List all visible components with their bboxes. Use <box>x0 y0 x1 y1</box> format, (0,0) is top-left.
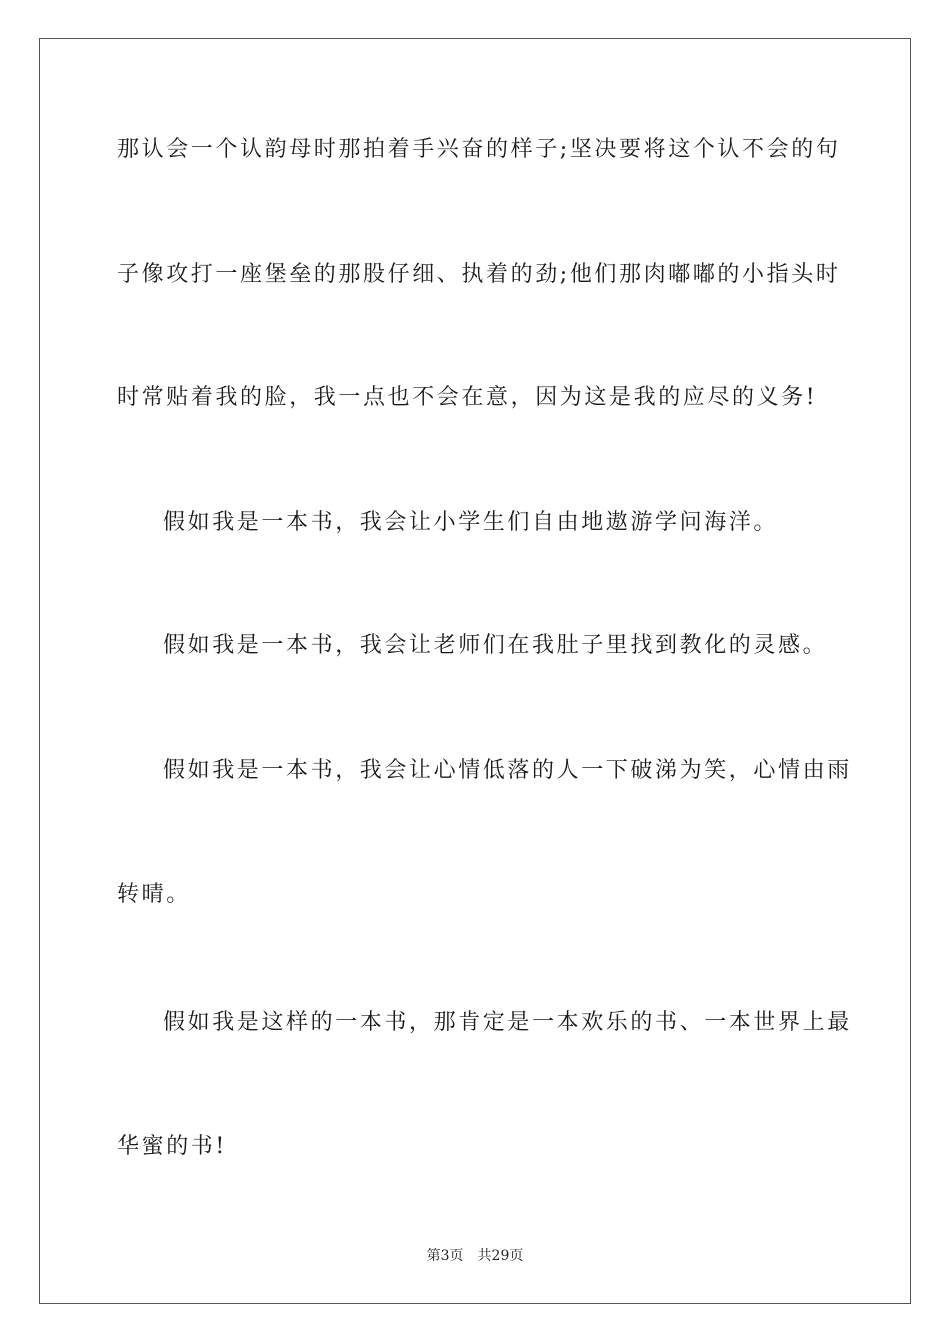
page-footer <box>0 1247 950 1265</box>
page-number: 第3页 <box>426 1248 464 1264</box>
text-line-6: 假如我是一本书，我会让心情低落的人一下破涕为笑，心情由雨 <box>163 758 852 783</box>
text-line-7: 转晴。 <box>117 882 191 907</box>
text-line-9: 华蜜的书! <box>117 1134 227 1159</box>
text-line-2: 子像攻打一座堡垒的那股仔细、执着的劲;他们那肉嘟嘟的小指头时 <box>117 262 841 287</box>
text-line-3: 时常贴着我的脸，我一点也不会在意，因为这是我的应尽的义务! <box>117 385 818 410</box>
text-line-4: 假如我是一本书，我会让小学生们自由地遨游学问海洋。 <box>163 510 779 535</box>
text-line-1: 那认会一个认韵母时那拍着手兴奋的样子;坚决要将这个认不会的句 <box>117 137 841 162</box>
page-border <box>39 38 911 1304</box>
text-line-5: 假如我是一本书，我会让老师们在我肚子里找到教化的灵感。 <box>163 633 828 658</box>
text-line-8: 假如我是这样的一本书，那肯定是一本欢乐的书、一本世界上最 <box>163 1010 852 1035</box>
total-pages: 共29页 <box>477 1248 524 1264</box>
